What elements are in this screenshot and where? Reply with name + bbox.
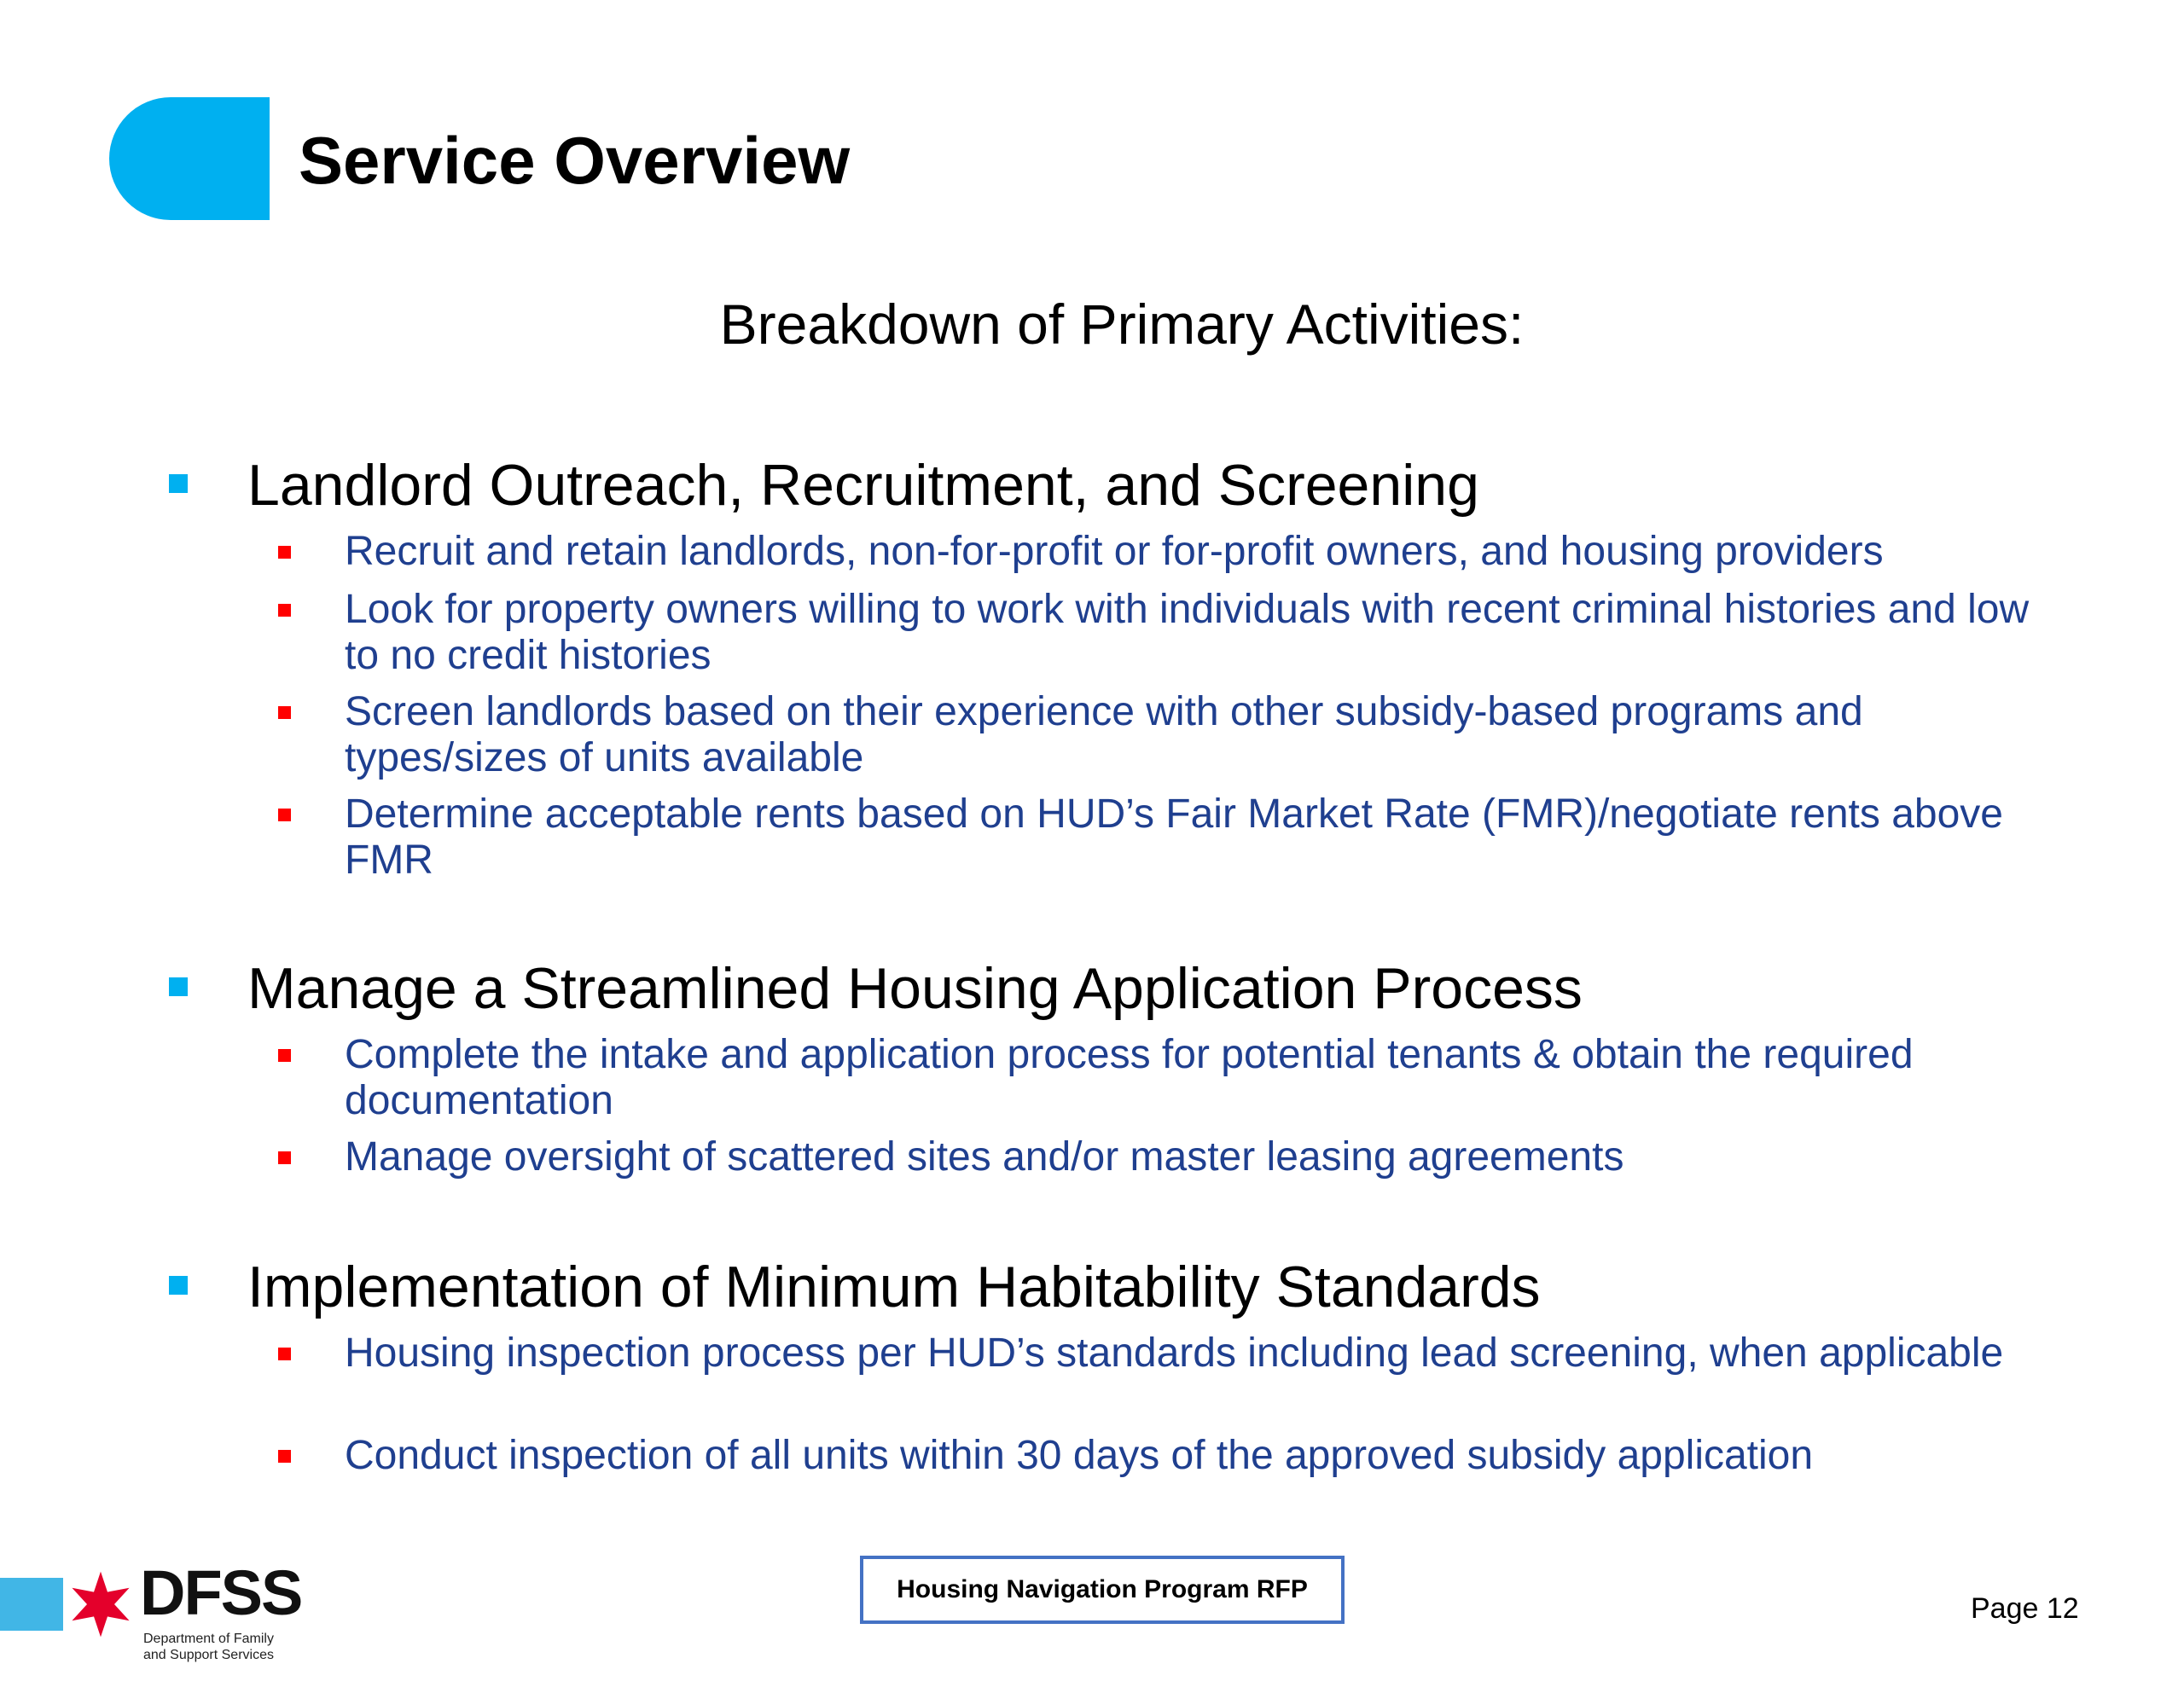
logo-wordmark: DFSS xyxy=(140,1557,302,1628)
item-bullet-icon xyxy=(278,1049,291,1062)
item-bullet-icon xyxy=(278,546,291,559)
item-bullet-icon xyxy=(278,1151,291,1164)
item-bullet-icon xyxy=(278,706,291,719)
program-label: Housing Navigation Program RFP xyxy=(897,1575,1308,1603)
list-item-text: Screen landlords based on their experience with other subsidy-based programs and types/sizes of units available xyxy=(345,689,1863,780)
list-item-text: Recruit and retain landlords, non-for-profit or for-profit owners, and housing providers xyxy=(345,529,1884,574)
item-bullet-icon xyxy=(278,1450,291,1463)
list-item-text: Determine acceptable rents based on HUD’s Fair Market Rate (FMR)/negotiate rents above FMR xyxy=(345,791,2003,883)
item-bullet-icon xyxy=(278,809,291,821)
list-item-text: Housing inspection process per HUD’s standards including lead screening, when applicable xyxy=(345,1330,2004,1376)
logo-blue-bar xyxy=(0,1578,63,1631)
section-bullet-icon xyxy=(169,977,188,996)
section-heading: Manage a Streamlined Housing Application Process xyxy=(247,956,1583,1021)
section-bullet-icon xyxy=(169,1276,188,1295)
list-item-text: Look for property owners willing to work with individuals with recent criminal histories and low to no credit histories xyxy=(345,587,2030,678)
page-title: Service Overview xyxy=(299,123,851,198)
item-bullet-icon xyxy=(278,1348,291,1360)
red-star-icon xyxy=(67,1557,135,1651)
subtitle: Breakdown of Primary Activities: xyxy=(719,293,1525,356)
dfss-logo xyxy=(0,1552,302,1680)
section-bullet-icon xyxy=(169,474,188,493)
title-accent-tab xyxy=(109,97,270,220)
section-heading: Landlord Outreach, Recruitment, and Screening xyxy=(247,453,1479,518)
program-label-box xyxy=(860,1556,1345,1624)
list-item-text: Complete the intake and application process for potential tenants & obtain the required documentation xyxy=(345,1032,1914,1123)
logo-subtext: Department of Family and Support Services xyxy=(143,1632,274,1662)
list-item-text: Manage oversight of scattered sites and/or master leasing agreements xyxy=(345,1134,1624,1180)
list-item-text: Conduct inspection of all units within 30 days of the approved subsidy application xyxy=(345,1433,1814,1478)
page-number: Page 12 xyxy=(1971,1592,2079,1625)
section-heading: Implementation of Minimum Habitability Standards xyxy=(247,1255,1541,1319)
item-bullet-icon xyxy=(278,604,291,617)
